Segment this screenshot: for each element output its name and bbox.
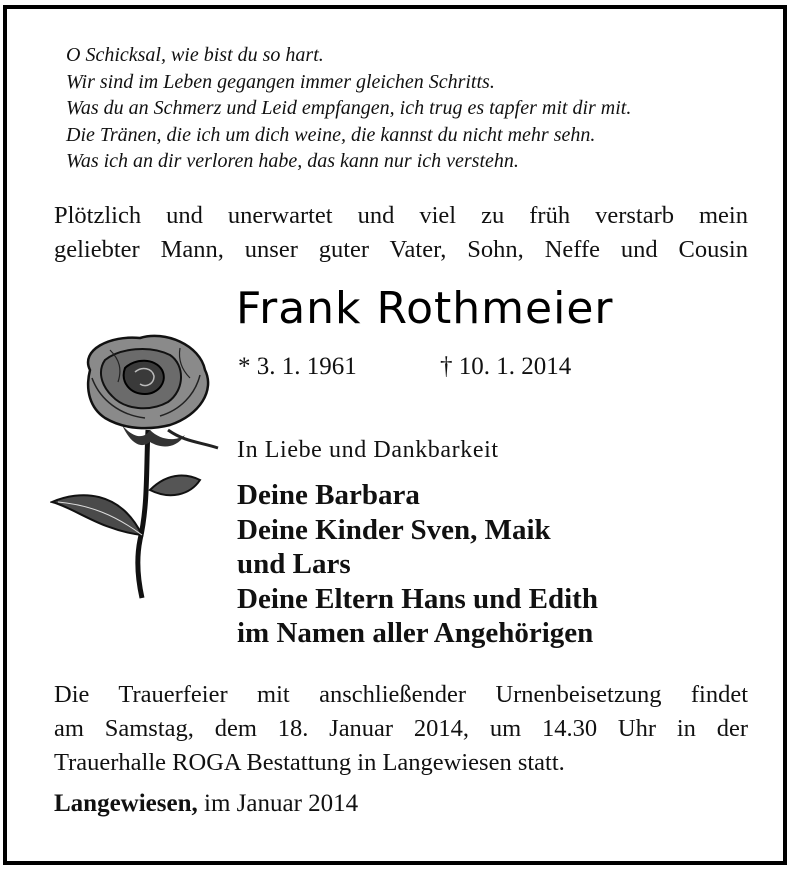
mourners-heading: In Liebe und Dankbarkeit bbox=[237, 437, 499, 463]
place-name: Langewiesen, bbox=[54, 790, 198, 817]
date-text: im Januar 2014 bbox=[204, 790, 359, 817]
mourners-list bbox=[237, 478, 598, 651]
place-date bbox=[54, 790, 358, 818]
funeral-line: Trauerhalle ROGA Bestattung in Langewiesen statt. bbox=[54, 749, 565, 776]
poem-line: O Schicksal, wie bist du so hart. bbox=[66, 44, 324, 66]
poem-line: Was du an Schmerz und Leid empfangen, ich trug es tapfer mit dir mit. bbox=[66, 97, 632, 119]
intro-line: geliebter Mann, unser guter Vater, Sohn, Neffe und Cousin bbox=[54, 236, 748, 263]
rose-illustration bbox=[50, 330, 230, 600]
poem-line: Was ich an dir verloren habe, das kann nur ich verstehn. bbox=[66, 150, 519, 172]
funeral-line: am Samstag, dem 18. Januar 2014, um 14.30 Uhr in der bbox=[54, 715, 748, 742]
death-date: † 10. 1. 2014 bbox=[440, 353, 572, 380]
mourner-line: Deine Eltern Hans und Edith bbox=[237, 582, 598, 615]
funeral-line: Die Trauerfeier mit anschließender Urnenbeisetzung findet bbox=[54, 681, 748, 708]
mourner-line: Deine Kinder Sven, Maik bbox=[237, 513, 551, 546]
intro-line: Plötzlich und unerwartet und viel zu früh verstarb mein bbox=[54, 202, 748, 229]
birth-date: * 3. 1. 1961 bbox=[238, 353, 357, 380]
deceased-name: Frank Rothmeier bbox=[236, 283, 614, 334]
mourner-line: und Lars bbox=[237, 548, 351, 580]
mourner-line: im Namen aller Angehörigen bbox=[237, 617, 594, 649]
intro-text bbox=[54, 199, 748, 267]
mourner-line: Deine Barbara bbox=[237, 479, 420, 511]
poem bbox=[66, 42, 631, 175]
poem-line: Die Tränen, die ich um dich weine, die kannst du nicht mehr sehn. bbox=[66, 123, 596, 146]
funeral-info bbox=[54, 678, 748, 780]
poem-line: Wir sind im Leben gegangen immer gleichen Schritts. bbox=[66, 70, 495, 93]
